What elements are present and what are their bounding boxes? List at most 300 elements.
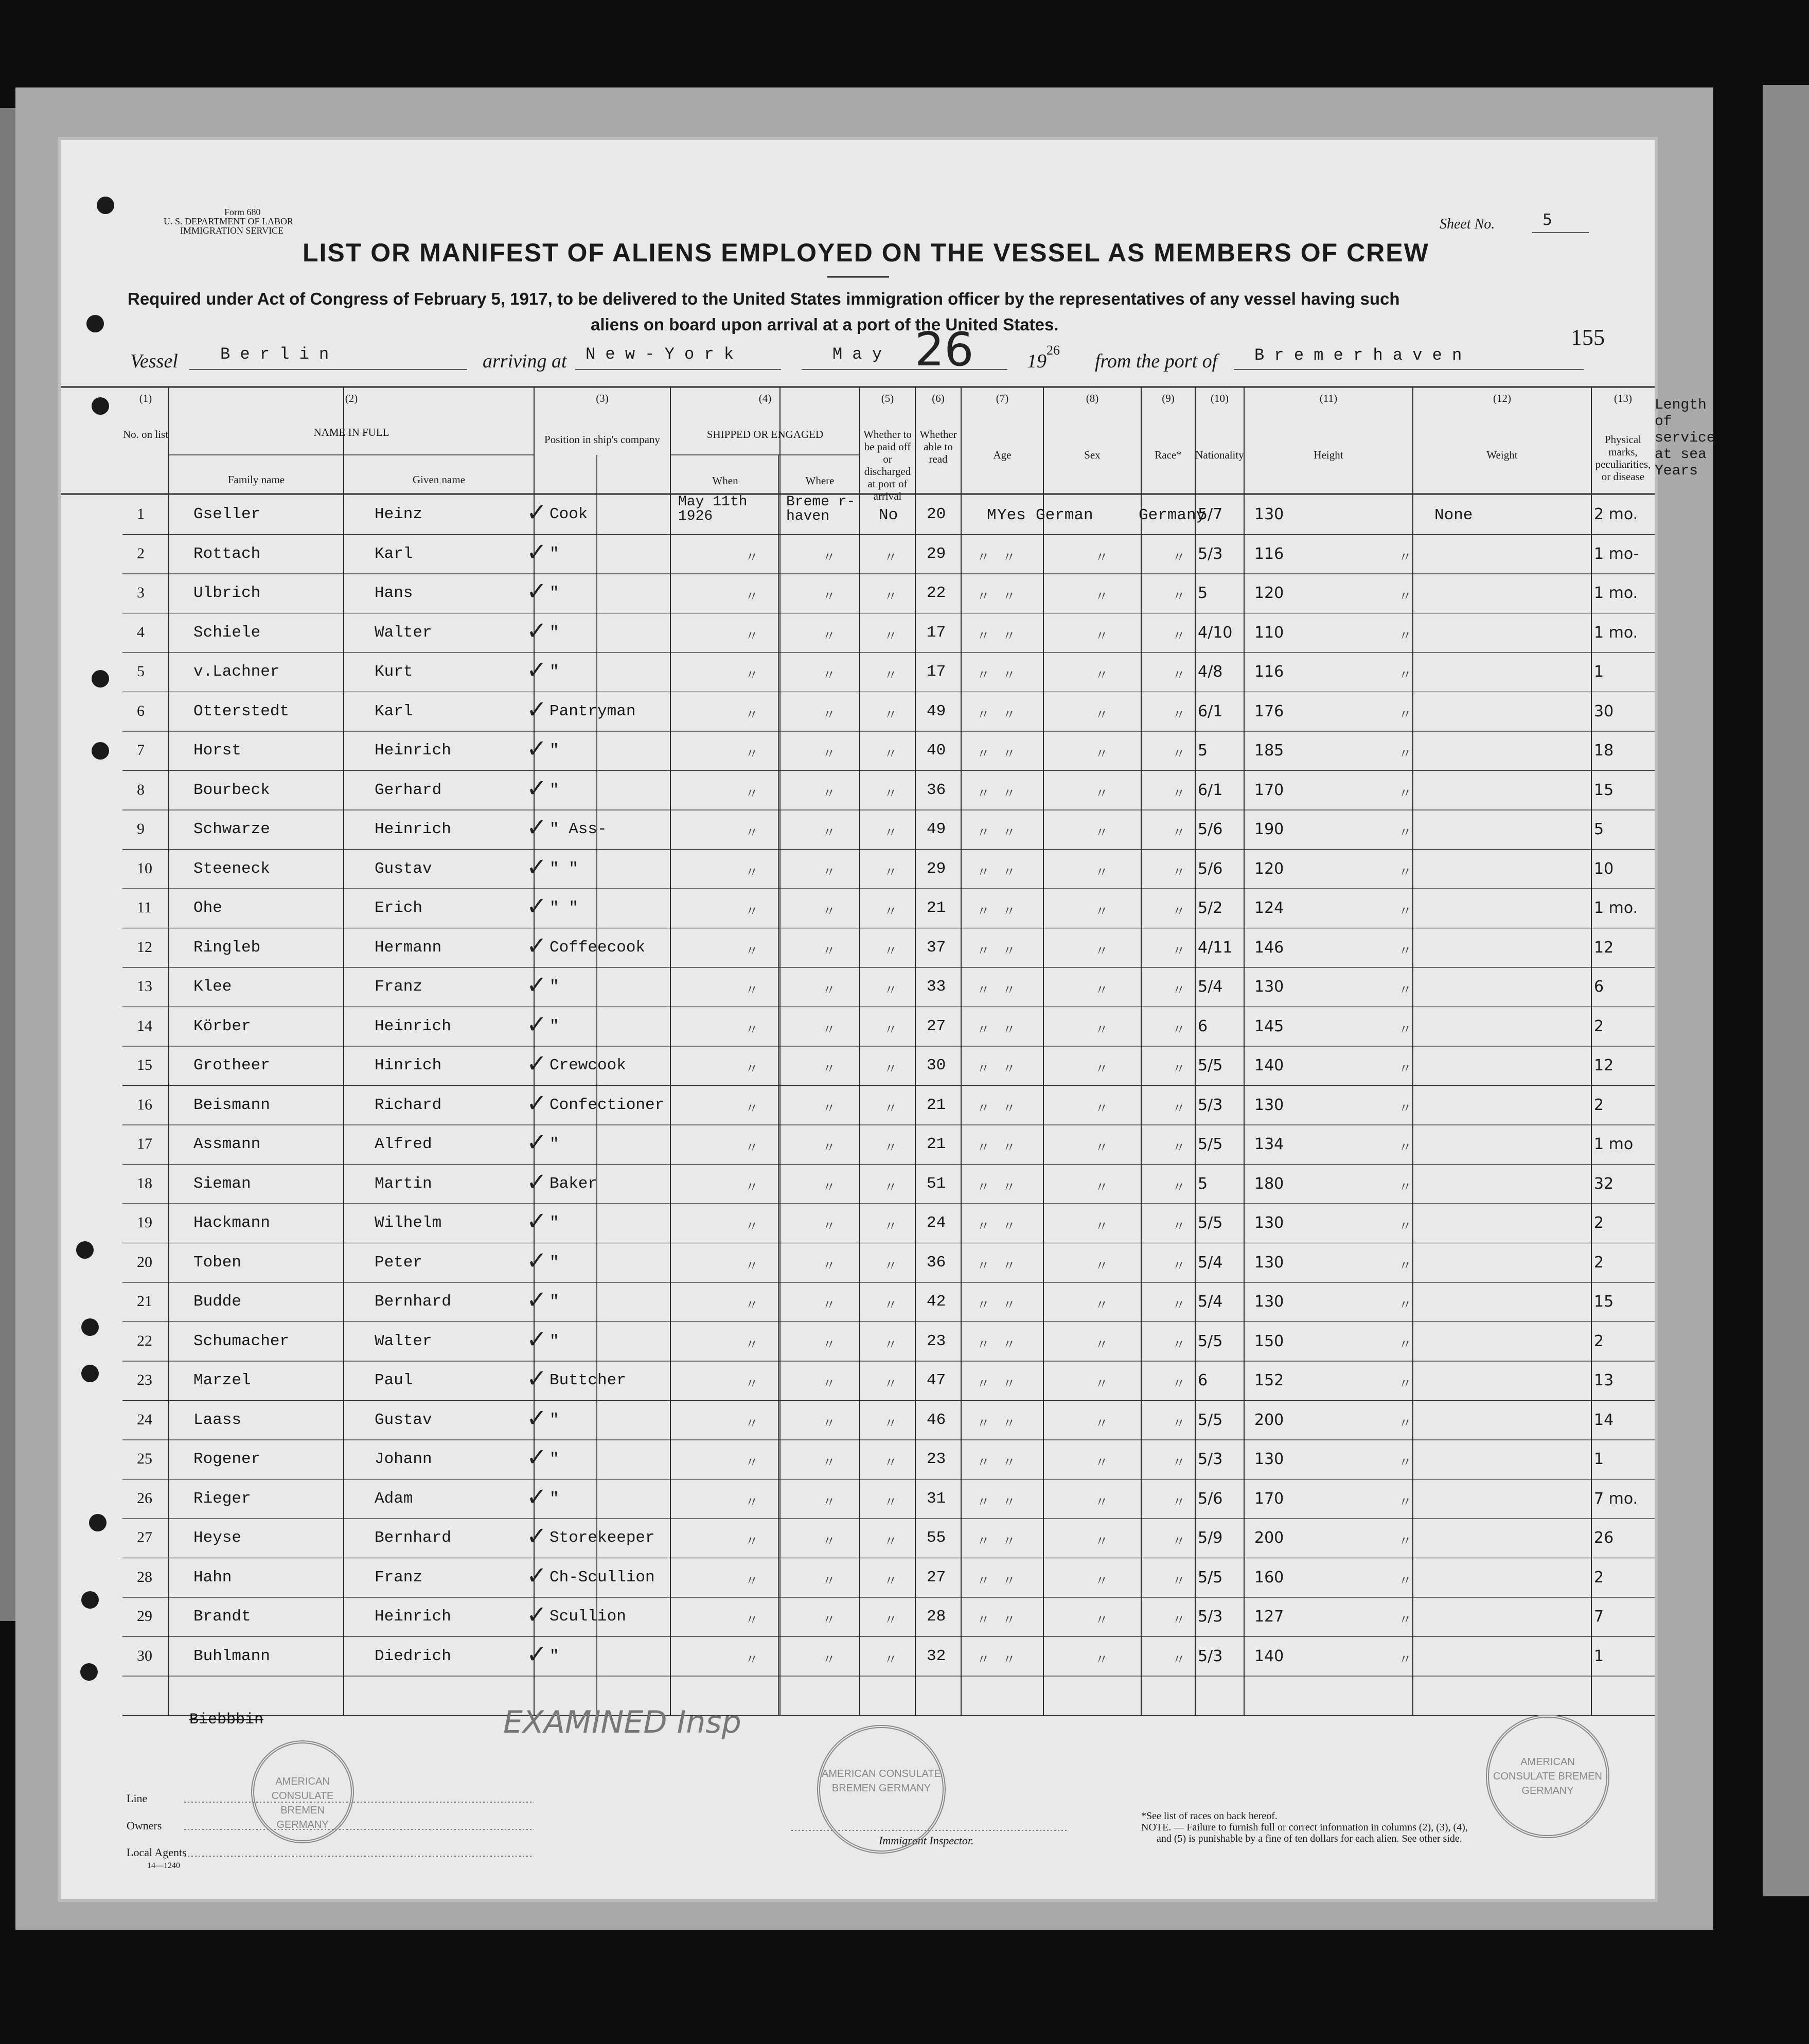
checkmark-icon: ✓ xyxy=(526,892,547,921)
ditto-mark: 〃 xyxy=(1398,1298,1412,1313)
ditto-mark: 〃 xyxy=(884,1219,898,1234)
row-number: 9 xyxy=(137,820,145,837)
form-number: Form 680 xyxy=(224,207,261,217)
weight: 130 xyxy=(1254,1293,1284,1311)
ditto-mark: 〃 xyxy=(822,1219,836,1234)
row-number: 11 xyxy=(137,899,152,916)
ditto-mark: 〃 xyxy=(1172,1062,1186,1077)
ditto-mark: 〃 xyxy=(745,1179,759,1195)
ditto-mark: 〃 xyxy=(1002,1337,1016,1352)
given-name: Richard xyxy=(375,1096,442,1114)
col8-number: (8) xyxy=(1086,392,1099,404)
ditto-mark: 〃 xyxy=(1398,550,1412,565)
fine-note-2: and (5) is punishable by a fine of ten dollars for each alien. See other side. xyxy=(1157,1833,1462,1844)
ditto-mark: 〃 xyxy=(1002,1022,1016,1037)
col3-header: Position in ship's company xyxy=(544,433,660,446)
ditto-mark: 〃 xyxy=(1172,1022,1186,1037)
col7-number: (7) xyxy=(996,392,1009,404)
height: 5/6 xyxy=(1198,1489,1223,1508)
service-length: 2 xyxy=(1594,1253,1604,1272)
ditto-mark: 〃 xyxy=(1398,904,1412,919)
punch-hole xyxy=(89,1514,107,1531)
family-name: Ulbrich xyxy=(193,584,261,602)
position: " xyxy=(549,1293,559,1311)
row-number: 21 xyxy=(137,1293,152,1310)
age: 51 xyxy=(927,1174,946,1193)
ditto-mark: 〃 xyxy=(822,589,836,604)
position: " xyxy=(549,584,559,602)
ditto-mark: 〃 xyxy=(1172,904,1186,919)
given-name: Adam xyxy=(375,1489,413,1508)
age: 21 xyxy=(927,1135,946,1153)
ditto-mark: 〃 xyxy=(977,1179,990,1195)
age: 36 xyxy=(927,1253,946,1272)
ditto-mark: 〃 xyxy=(822,668,836,683)
service-length: 14 xyxy=(1594,1411,1614,1429)
weight: 176 xyxy=(1254,702,1284,720)
position: " xyxy=(549,781,559,799)
ditto-mark: 〃 xyxy=(745,1534,759,1549)
col13-number: (13) xyxy=(1614,392,1632,404)
given-name: Karl xyxy=(375,544,413,563)
col9-number: (9) xyxy=(1162,392,1175,404)
ditto-mark: 〃 xyxy=(1398,786,1412,801)
age: 29 xyxy=(927,544,946,563)
ditto-mark: 〃 xyxy=(1172,1455,1186,1470)
row-number: 30 xyxy=(137,1647,152,1664)
ditto-mark: 〃 xyxy=(977,747,990,762)
col14-header: Length of service at sea Years xyxy=(1655,397,1715,479)
ditto-mark: 〃 xyxy=(1002,943,1016,959)
weight: 190 xyxy=(1254,820,1284,838)
from-label: from the port of xyxy=(1095,350,1218,372)
ditto-mark: 〃 xyxy=(1398,589,1412,604)
ditto-mark: 〃 xyxy=(884,1377,898,1391)
checkmark-icon: ✓ xyxy=(526,1600,547,1629)
year-prefix: 19 xyxy=(1027,350,1047,372)
requirement-line-1: Required under Act of Congress of February 5, 1917, to be delivered to the United States immigration officer by the representatives of any vessel having such xyxy=(128,289,1400,308)
ditto-mark: 〃 xyxy=(977,1534,990,1549)
given-name: Walter xyxy=(375,1332,432,1350)
ditto-mark: 〃 xyxy=(1095,943,1109,959)
age: 32 xyxy=(927,1647,946,1665)
nationality: Germany xyxy=(1139,506,1206,524)
age: 28 xyxy=(927,1608,946,1626)
arriving-label: arriving at xyxy=(483,350,567,372)
weight: 130 xyxy=(1254,1214,1284,1232)
ditto-mark: 〃 xyxy=(1002,983,1016,998)
ditto-mark: 〃 xyxy=(822,707,836,723)
service-length: 1 mo. xyxy=(1594,584,1638,602)
family-name: Schiele xyxy=(193,623,261,642)
age: 24 xyxy=(927,1214,946,1232)
ditto-mark: 〃 xyxy=(745,550,759,565)
ditto-mark: 〃 xyxy=(977,1573,990,1589)
checkmark-icon: ✓ xyxy=(526,1167,547,1196)
ditto-mark: 〃 xyxy=(1398,668,1412,683)
given-name: Hans xyxy=(375,584,413,602)
ditto-mark: 〃 xyxy=(1398,1652,1412,1667)
ditto-mark: 〃 xyxy=(822,1534,836,1549)
service-length: 30 xyxy=(1594,702,1614,720)
ditto-mark: 〃 xyxy=(1002,1416,1016,1431)
family-name: Bourbeck xyxy=(193,781,270,799)
family-name: Horst xyxy=(193,742,242,760)
position: Buttcher xyxy=(549,1371,626,1389)
ditto-mark: 〃 xyxy=(745,1022,759,1037)
row-number: 6 xyxy=(137,702,145,719)
family-name: Otterstedt xyxy=(193,702,290,720)
checkmark-icon: ✓ xyxy=(526,1443,547,1472)
ditto-mark: 〃 xyxy=(1172,865,1186,880)
age: 36 xyxy=(927,781,946,799)
col12-number: (12) xyxy=(1493,392,1511,404)
row-number: 23 xyxy=(137,1371,152,1388)
family-name: Schwarze xyxy=(193,820,270,838)
row-number: 5 xyxy=(137,663,145,680)
ditto-mark: 〃 xyxy=(1172,1377,1186,1391)
col1-number: (1) xyxy=(139,392,152,404)
ditto-mark: 〃 xyxy=(977,550,990,565)
weight: 134 xyxy=(1254,1135,1284,1153)
given-name: Bernhard xyxy=(375,1293,451,1311)
given-name: Martin xyxy=(375,1174,432,1193)
ditto-mark: 〃 xyxy=(745,1416,759,1431)
ditto-mark: 〃 xyxy=(745,1062,759,1077)
position: Confectioner xyxy=(549,1096,665,1114)
ditto-mark: 〃 xyxy=(884,865,898,880)
ditto-mark: 〃 xyxy=(884,1652,898,1667)
ditto-mark: 〃 xyxy=(1398,1022,1412,1037)
ditto-mark: 〃 xyxy=(1095,589,1109,604)
ditto-mark: 〃 xyxy=(977,983,990,998)
family-name: Klee xyxy=(193,978,232,996)
punch-hole xyxy=(92,670,109,688)
ditto-mark: 〃 xyxy=(1172,1416,1186,1431)
service-length: 1 xyxy=(1594,663,1604,681)
age: 47 xyxy=(927,1371,946,1389)
height: 5/9 xyxy=(1198,1529,1223,1547)
height: 5 xyxy=(1198,1174,1208,1193)
fine-note-1: NOTE. — Failure to furnish full or correct information in columns (2), (3), (4), xyxy=(1141,1822,1468,1833)
checkmark-icon: ✓ xyxy=(526,656,547,684)
ditto-mark: 〃 xyxy=(884,1573,898,1589)
ditto-mark: 〃 xyxy=(1095,1258,1109,1274)
shipped-when: May 11th 1926 xyxy=(678,494,748,524)
height: 4/8 xyxy=(1198,663,1223,681)
ditto-mark: 〃 xyxy=(884,1613,898,1628)
service-length: 15 xyxy=(1594,781,1614,799)
checkmark-icon: ✓ xyxy=(526,1403,547,1433)
ditto-mark: 〃 xyxy=(1002,1455,1016,1470)
height: 4/11 xyxy=(1198,938,1233,957)
ditto-mark: 〃 xyxy=(1002,865,1016,880)
ditto-mark: 〃 xyxy=(1002,1652,1016,1667)
inspector-label: Immigrant Inspector. xyxy=(879,1834,974,1847)
ditto-mark: 〃 xyxy=(977,1652,990,1667)
position: " " xyxy=(549,859,578,878)
height: 5/3 xyxy=(1198,544,1223,563)
ditto-mark: 〃 xyxy=(822,1652,836,1667)
ditto-mark: 〃 xyxy=(822,550,836,565)
right-neighbor-sheet xyxy=(1763,85,1809,1896)
checkmark-icon: ✓ xyxy=(526,1522,547,1550)
punch-hole xyxy=(92,397,109,415)
inspector-signature: EXAMINED Insp xyxy=(503,1704,741,1740)
ditto-mark: 〃 xyxy=(745,628,759,644)
checkmark-icon: ✓ xyxy=(526,852,547,882)
checkmark-icon: ✓ xyxy=(526,1285,547,1314)
position: " xyxy=(549,1450,559,1468)
row-number: 4 xyxy=(137,623,145,641)
checkmark-icon: ✓ xyxy=(526,616,547,645)
col10-header: Nationality xyxy=(1195,449,1244,461)
height: 5/5 xyxy=(1198,1411,1223,1429)
ditto-mark: 〃 xyxy=(822,1062,836,1077)
service-length: 7 mo. xyxy=(1594,1489,1638,1508)
checkmark-icon: ✓ xyxy=(526,1246,547,1275)
weight: 152 xyxy=(1254,1371,1284,1389)
position: " xyxy=(549,1253,559,1272)
family-name: Ohe xyxy=(193,899,222,917)
col12-header: Weight xyxy=(1486,449,1518,461)
ditto-mark: 〃 xyxy=(884,983,898,998)
position: Cook xyxy=(549,505,588,523)
row-number: 24 xyxy=(137,1411,152,1428)
ditto-mark: 〃 xyxy=(1172,1219,1186,1234)
service-length: 2 xyxy=(1594,1017,1604,1035)
position: " xyxy=(549,1135,559,1153)
given-name: Kurt xyxy=(375,663,413,681)
age: 22 xyxy=(927,584,946,602)
col13-header: Physical marks, peculiarities, or disease xyxy=(1595,433,1651,483)
ditto-mark: 〃 xyxy=(745,1258,759,1274)
weight: 160 xyxy=(1254,1568,1284,1587)
ditto-mark: 〃 xyxy=(1095,550,1109,565)
position: " Ass- xyxy=(549,820,607,838)
row-number: 19 xyxy=(137,1214,152,1231)
col8-header: Sex xyxy=(1084,449,1101,461)
departure-port: B r e m e r h a v e n xyxy=(1254,346,1462,365)
service-length: 2 xyxy=(1594,1568,1604,1587)
given-name: Heinz xyxy=(375,505,423,523)
ditto-mark: 〃 xyxy=(1398,1416,1412,1431)
ditto-mark: 〃 xyxy=(977,1022,990,1037)
ditto-mark: 〃 xyxy=(1002,707,1016,723)
ditto-mark: 〃 xyxy=(1398,1377,1412,1391)
ditto-mark: 〃 xyxy=(1095,1613,1109,1628)
ditto-mark: 〃 xyxy=(1172,1298,1186,1313)
ditto-mark: 〃 xyxy=(822,904,836,919)
ditto-mark: 〃 xyxy=(1398,747,1412,762)
checkmark-icon: ✓ xyxy=(526,695,547,724)
ditto-mark: 〃 xyxy=(1095,1377,1109,1391)
ditto-mark: 〃 xyxy=(1095,1062,1109,1077)
row-number: 15 xyxy=(137,1056,152,1073)
ditto-mark: 〃 xyxy=(745,1140,759,1155)
ditto-mark: 〃 xyxy=(1095,1022,1109,1037)
ditto-mark: 〃 xyxy=(1002,1062,1016,1077)
ditto-mark: 〃 xyxy=(822,943,836,959)
ditto-mark: 〃 xyxy=(1398,1101,1412,1116)
col4-header: SHIPPED OR ENGAGED xyxy=(706,428,824,440)
height: 5/5 xyxy=(1198,1135,1223,1153)
given-name-header: Given name xyxy=(412,473,466,486)
ditto-mark: 〃 xyxy=(745,983,759,998)
given-name: Peter xyxy=(375,1253,423,1272)
ditto-mark: 〃 xyxy=(884,1062,898,1077)
line-label: Line xyxy=(127,1792,148,1805)
ditto-mark: 〃 xyxy=(1398,825,1412,840)
vessel-label: Vessel xyxy=(130,350,178,372)
ditto-mark: 〃 xyxy=(1002,1534,1016,1549)
position: " xyxy=(549,1017,559,1035)
ditto-mark: 〃 xyxy=(1095,1219,1109,1234)
service-length: 15 xyxy=(1594,1293,1614,1311)
ditto-mark: 〃 xyxy=(1002,1298,1016,1313)
ditto-mark: 〃 xyxy=(977,707,990,723)
weight: 185 xyxy=(1254,742,1284,760)
ditto-mark: 〃 xyxy=(1002,1377,1016,1391)
ditto-mark: 〃 xyxy=(1172,786,1186,801)
ditto-mark: 〃 xyxy=(745,1652,759,1667)
given-name: Hinrich xyxy=(375,1056,442,1074)
height: 5/2 xyxy=(1198,899,1223,917)
col1-header: No. on list xyxy=(122,428,169,440)
position: " xyxy=(549,1214,559,1232)
weight: 170 xyxy=(1254,781,1284,799)
weight: 127 xyxy=(1254,1608,1284,1626)
ditto-mark: 〃 xyxy=(884,943,898,959)
ditto-mark: 〃 xyxy=(1002,1258,1016,1274)
ditto-mark: 〃 xyxy=(1172,983,1186,998)
given-name: Karl xyxy=(375,702,413,720)
weight: 180 xyxy=(1254,1174,1284,1193)
ditto-mark: 〃 xyxy=(1095,1416,1109,1431)
ditto-mark: 〃 xyxy=(884,1101,898,1116)
service-length: 26 xyxy=(1594,1529,1614,1547)
ditto-mark: 〃 xyxy=(884,1298,898,1313)
weight: 130 xyxy=(1254,505,1284,523)
ditto-mark: 〃 xyxy=(977,1101,990,1116)
ditto-mark: 〃 xyxy=(822,1377,836,1391)
col3-number: (3) xyxy=(596,392,609,404)
service-length: 7 xyxy=(1594,1608,1604,1626)
checkmark-icon: ✓ xyxy=(526,1482,547,1511)
ditto-mark: 〃 xyxy=(1398,1534,1412,1549)
ditto-mark: 〃 xyxy=(1398,1337,1412,1352)
ditto-mark: 〃 xyxy=(1095,1337,1109,1352)
ditto-mark: 〃 xyxy=(1095,668,1109,683)
age: 46 xyxy=(927,1411,946,1429)
print-code: 14—1240 xyxy=(147,1861,180,1870)
position: " xyxy=(549,742,559,760)
ditto-mark: 〃 xyxy=(977,1613,990,1628)
weight: 130 xyxy=(1254,1253,1284,1272)
ditto-mark: 〃 xyxy=(822,1613,836,1628)
ditto-mark: 〃 xyxy=(977,1455,990,1470)
row-number: 16 xyxy=(137,1096,152,1113)
family-name: Ringleb xyxy=(193,938,261,957)
ditto-mark: 〃 xyxy=(745,904,759,919)
ditto-mark: 〃 xyxy=(1095,1534,1109,1549)
ditto-mark: 〃 xyxy=(822,1101,836,1116)
row-number: 7 xyxy=(137,742,145,759)
punch-hole xyxy=(80,1663,98,1681)
ditto-mark: 〃 xyxy=(1095,904,1109,919)
ditto-mark: 〃 xyxy=(745,747,759,762)
weight: 110 xyxy=(1254,623,1284,642)
ditto-mark: 〃 xyxy=(1095,707,1109,723)
ditto-mark: 〃 xyxy=(1398,1179,1412,1195)
height: 5/4 xyxy=(1198,1293,1223,1311)
ditto-mark: 〃 xyxy=(977,1337,990,1352)
checkmark-icon: ✓ xyxy=(526,813,547,842)
ditto-mark: 〃 xyxy=(977,668,990,683)
ditto-mark: 〃 xyxy=(1172,1140,1186,1155)
age: 37 xyxy=(927,938,946,957)
ditto-mark: 〃 xyxy=(745,786,759,801)
ditto-mark: 〃 xyxy=(745,668,759,683)
weight: 140 xyxy=(1254,1647,1284,1665)
given-name: Walter xyxy=(375,623,432,642)
consulate-stamp: AMERICAN CONSULATE BREMEN GERMANY xyxy=(251,1740,354,1843)
ditto-mark: 〃 xyxy=(884,1179,898,1195)
row-number: 27 xyxy=(137,1529,152,1546)
ditto-mark: 〃 xyxy=(884,1140,898,1155)
ditto-mark: 〃 xyxy=(977,1298,990,1313)
col2-number: (2) xyxy=(345,392,358,404)
ditto-mark: 〃 xyxy=(745,1573,759,1589)
race-note: *See list of races on back hereof. xyxy=(1141,1810,1278,1822)
ditto-mark: 〃 xyxy=(745,825,759,840)
ditto-mark: 〃 xyxy=(884,1258,898,1274)
weight: 120 xyxy=(1254,584,1284,602)
ditto-mark: 〃 xyxy=(1172,1258,1186,1274)
position: " " xyxy=(549,899,578,917)
family-name: Toben xyxy=(193,1253,242,1272)
ditto-mark: 〃 xyxy=(822,1573,836,1589)
position: Coffeecook xyxy=(549,938,646,957)
ditto-mark: 〃 xyxy=(822,1494,836,1510)
ditto-mark: 〃 xyxy=(1095,865,1109,880)
race: German xyxy=(1036,506,1093,524)
height: 6 xyxy=(1198,1371,1208,1389)
given-name: Diedrich xyxy=(375,1647,451,1665)
height: 6/1 xyxy=(1198,702,1223,720)
weight: 120 xyxy=(1254,859,1284,878)
ditto-mark: 〃 xyxy=(977,865,990,880)
ditto-mark: 〃 xyxy=(745,1455,759,1470)
weight: 145 xyxy=(1254,1017,1284,1035)
consulate-stamp: AMERICAN CONSULATE BREMEN GERMANY xyxy=(1486,1715,1609,1838)
arrival-month: M a y xyxy=(832,345,882,364)
col11-header: Height xyxy=(1314,449,1343,461)
ditto-mark: 〃 xyxy=(745,865,759,880)
family-name: Steeneck xyxy=(193,859,270,878)
checkmark-icon: ✓ xyxy=(526,1049,547,1078)
col4-number: (4) xyxy=(758,392,772,404)
service-length: 1 xyxy=(1594,1647,1604,1665)
struck-name: Biebbbin xyxy=(189,1711,264,1729)
ditto-mark: 〃 xyxy=(1002,825,1016,840)
age: 49 xyxy=(927,820,946,838)
consulate-stamp: AMERICAN CONSULATE BREMEN GERMANY xyxy=(817,1725,946,1854)
ditto-mark: 〃 xyxy=(977,1494,990,1510)
ditto-mark: 〃 xyxy=(1172,668,1186,683)
service-length: 32 xyxy=(1594,1174,1614,1193)
height: 5 xyxy=(1198,742,1208,760)
